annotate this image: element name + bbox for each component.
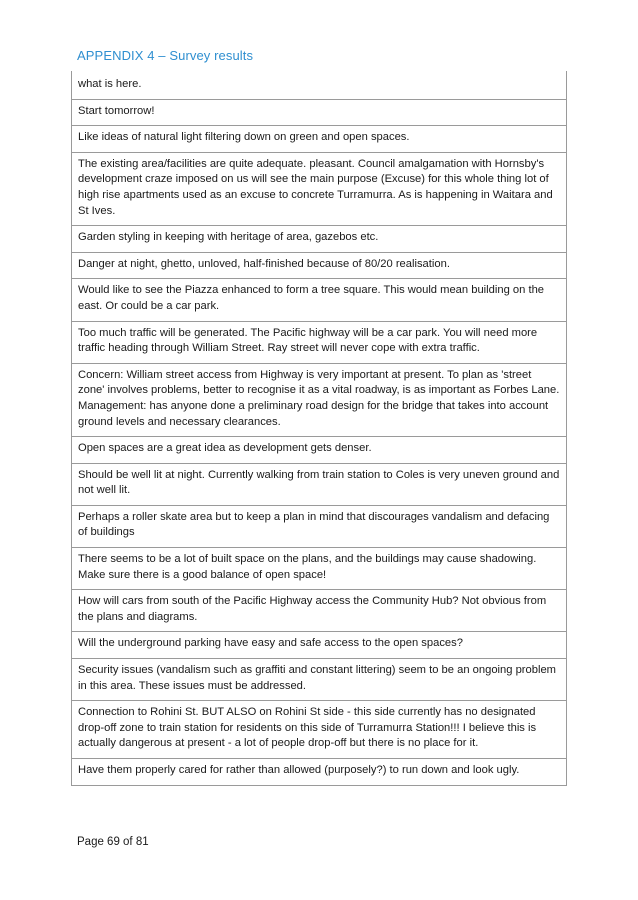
comment-cell: There seems to be a lot of built space on the plans, and the buildings may cause shadowing. Make sure there is a good balance of open space! (72, 548, 567, 590)
table-row (72, 759, 567, 786)
comment-cell: How will cars from south of the Pacific Highway access the Community Hub? Not obvious from the plans and diagrams. (72, 590, 567, 632)
comment-cell: The existing area/facilities are quite adequate. pleasant. Council amalgamation with Hornsby's development craze imposed on us will see the main purpose (Excuse) for this whole thing lot of high rise apartments used as an excuse to concrete Turramurra. As is happening in Waitara and St Ives. (72, 152, 567, 225)
comment-cell: Perhaps a roller skate area but to keep a plan in mind that discourages vandalism and defacing of buildings (72, 505, 567, 547)
comments-table (71, 71, 567, 786)
table-row (72, 437, 567, 464)
comment-cell: Garden styling in keeping with heritage of area, gazebos etc. (72, 226, 567, 253)
table-row (72, 279, 567, 321)
survey-comments-table (71, 71, 567, 786)
comment-paragraph: Concern: William street access from Highway is very important at present. To plan as 'street zone' involves problems, better to recognise it as a vital roadway, is as important as Forbes Lane. (78, 368, 560, 397)
comment-paragraph: Management: has anyone done a preliminary road design for the bridge that takes into account ground levels and necessary clearances. (78, 399, 549, 428)
comment-cell: Start tomorrow! (72, 99, 567, 126)
comment-cell: Open spaces are a great idea as development gets denser. (72, 437, 567, 464)
table-row (72, 99, 567, 126)
table-row (72, 252, 567, 279)
comment-cell: Too much traffic will be generated. The Pacific highway will be a car park. You will need more traffic heading through William Street. Ray street will never cope with extra traffic. (72, 321, 567, 363)
comment-cell: Danger at night, ghetto, unloved, half-finished because of 80/20 realisation. (72, 252, 567, 279)
table-row (72, 701, 567, 759)
table-row (72, 321, 567, 363)
comment-cell: what is here. (72, 71, 567, 99)
table-row (72, 505, 567, 547)
table-row (72, 363, 567, 436)
table-row (72, 126, 567, 153)
appendix-heading: APPENDIX 4 – Survey results (77, 48, 254, 63)
comment-cell: Would like to see the Piazza enhanced to form a tree square. This would mean building on the east. Or could be a car park. (72, 279, 567, 321)
table-row (72, 226, 567, 253)
comment-cell: Have them properly cared for rather than allowed (purposely?) to run down and look ugly. (72, 759, 567, 786)
comment-cell: Should be well lit at night. Currently walking from train station to Coles is very uneven ground and not well lit. (72, 463, 567, 505)
table-row (72, 590, 567, 632)
comment-cell (72, 363, 567, 436)
table-row (72, 463, 567, 505)
table-row (72, 548, 567, 590)
table-row (72, 152, 567, 225)
table-row (72, 659, 567, 701)
comment-cell: Like ideas of natural light filtering down on green and open spaces. (72, 126, 567, 153)
table-row (72, 632, 567, 659)
comment-cell: Connection to Rohini St. BUT ALSO on Rohini St side - this side currently has no designated drop-off zone to train station for residents on this side of Turramurra Station!!! I believe this is actually dangerous at present - a lot of people drop-off but there is no place for it. (72, 701, 567, 759)
page-number: Page 69 of 81 (77, 836, 149, 848)
table-row (72, 71, 567, 99)
comment-cell: Security issues (vandalism such as graffiti and constant littering) seem to be an ongoing problem in this area. These issues must be addressed. (72, 659, 567, 701)
comment-cell: Will the underground parking have easy and safe access to the open spaces? (72, 632, 567, 659)
